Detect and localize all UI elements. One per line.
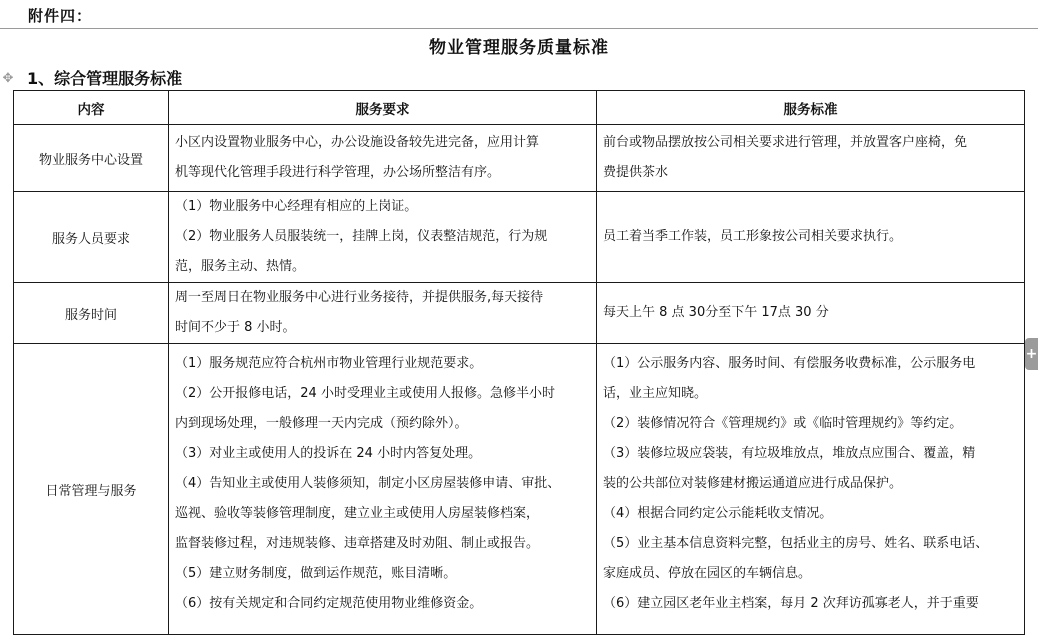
text-line: （2）装修情况符合《管理规约》或《临时管理规约》等约定。 (603, 416, 963, 431)
text-line: 每天上午 8 点 30分至下午 17点 30 分 (603, 305, 829, 320)
text-line: 内到现场处理，一般修理一天内完成（预约除外）。 (175, 416, 468, 431)
standards-table (13, 90, 1025, 635)
text-line: 监督装修过程，对违规装修、违章搭建及时劝阻、制止或报告。 (175, 536, 540, 551)
text-line: （1）公示服务内容、服务时间、有偿服务收费标准，公示服务电 (603, 356, 976, 371)
text-line: 小区内设置物业服务中心，办公设施设备较先进完备，应用计算 (175, 135, 540, 150)
text-line: 周一至周日在物业服务中心进行业务接待，并提供服务,每天接待 (175, 290, 544, 305)
text-line: （4）告知业主或使用人装修须知，制定小区房屋装修申请、审批、 (175, 476, 561, 491)
text-line: 巡视、验收等装修管理制度，建立业主或使用人房屋装修档案， (175, 506, 540, 521)
text-line: 装的公共部位对装修建材搬运通道应进行成品保护。 (603, 476, 903, 491)
text-line: （3）对业主或使用人的投诉在 24 小时内答复处理。 (175, 446, 482, 461)
text-line: （3）装修垃圾应袋装，有垃圾堆放点，堆放点应围合、覆盖，精 (603, 446, 976, 461)
text-line: （4）根据合同约定公示能耗收支情况。 (603, 506, 833, 521)
text-line: （6）按有关规定和合同约定规范使用物业维修资金。 (175, 596, 483, 611)
row-standard (597, 283, 1025, 344)
row-item-label: 服务人员要求 (14, 192, 169, 283)
text-line: 前台或物品摆放按公司相关要求进行管理，并放置客户座椅，免 (603, 135, 968, 150)
text-line: 时间不少于 8 小时。 (175, 320, 296, 335)
text-line: （5）建立财务制度，做到运作规范，账目清晰。 (175, 566, 457, 581)
page-title: 物业管理服务质量标准 (429, 38, 609, 58)
header-standard: 服务标准 (597, 91, 1025, 125)
move-handle-icon[interactable]: ✥ (2, 71, 14, 86)
table-header-row (14, 91, 1025, 125)
table-row (14, 344, 1025, 635)
header-requirement: 服务要求 (169, 91, 597, 125)
row-standard (597, 125, 1025, 192)
text-line: （1）物业服务中心经理有相应的上岗证。 (175, 199, 418, 214)
text-line: （6）建立园区老年业主档案，每月 2 次拜访孤寡老人，并于重要 (603, 596, 979, 611)
text-line: （5）业主基本信息资料完整，包括业主的房号、姓名、联系电话、 (603, 536, 989, 551)
row-item-label: 服务时间 (14, 283, 169, 344)
text-line: （2）物业服务人员服装统一，挂牌上岗，仪表整洁规范，行为规 (175, 229, 548, 244)
text-line: 话，业主应知晓。 (603, 386, 708, 401)
text-line: （1）服务规范应符合杭州市物业管理行业规范要求。 (175, 356, 483, 371)
row-requirement (169, 283, 597, 344)
row-requirement (169, 192, 597, 283)
text-line: 家庭成员、停放在园区的车辆信息。 (603, 566, 812, 581)
table-row (14, 192, 1025, 283)
text-line: 费提供茶水 (603, 165, 669, 180)
header-content: 内容 (14, 91, 169, 125)
section-title: 1、综合管理服务标准 (27, 69, 183, 88)
row-item-label: 日常管理与服务 (14, 344, 169, 635)
text-line: 员工着当季工作装，员工形象按公司相关要求执行。 (603, 229, 903, 244)
row-item-label: 物业服务中心设置 (14, 125, 169, 192)
plus-icon[interactable]: + (1025, 338, 1038, 370)
table-row (14, 283, 1025, 344)
row-standard (597, 344, 1025, 635)
row-requirement (169, 344, 597, 635)
row-requirement (169, 125, 597, 192)
top-divider (0, 28, 1038, 29)
text-line: 范，服务主动、热情。 (175, 259, 306, 274)
row-standard (597, 192, 1025, 283)
text-line: （2）公开报修电话，24 小时受理业主或使用人报修。急修半小时 (175, 386, 555, 401)
table-row (14, 125, 1025, 192)
annex-label: 附件四： (28, 7, 93, 25)
text-line: 机等现代化管理手段进行科学管理，办公场所整洁有序。 (175, 165, 501, 180)
